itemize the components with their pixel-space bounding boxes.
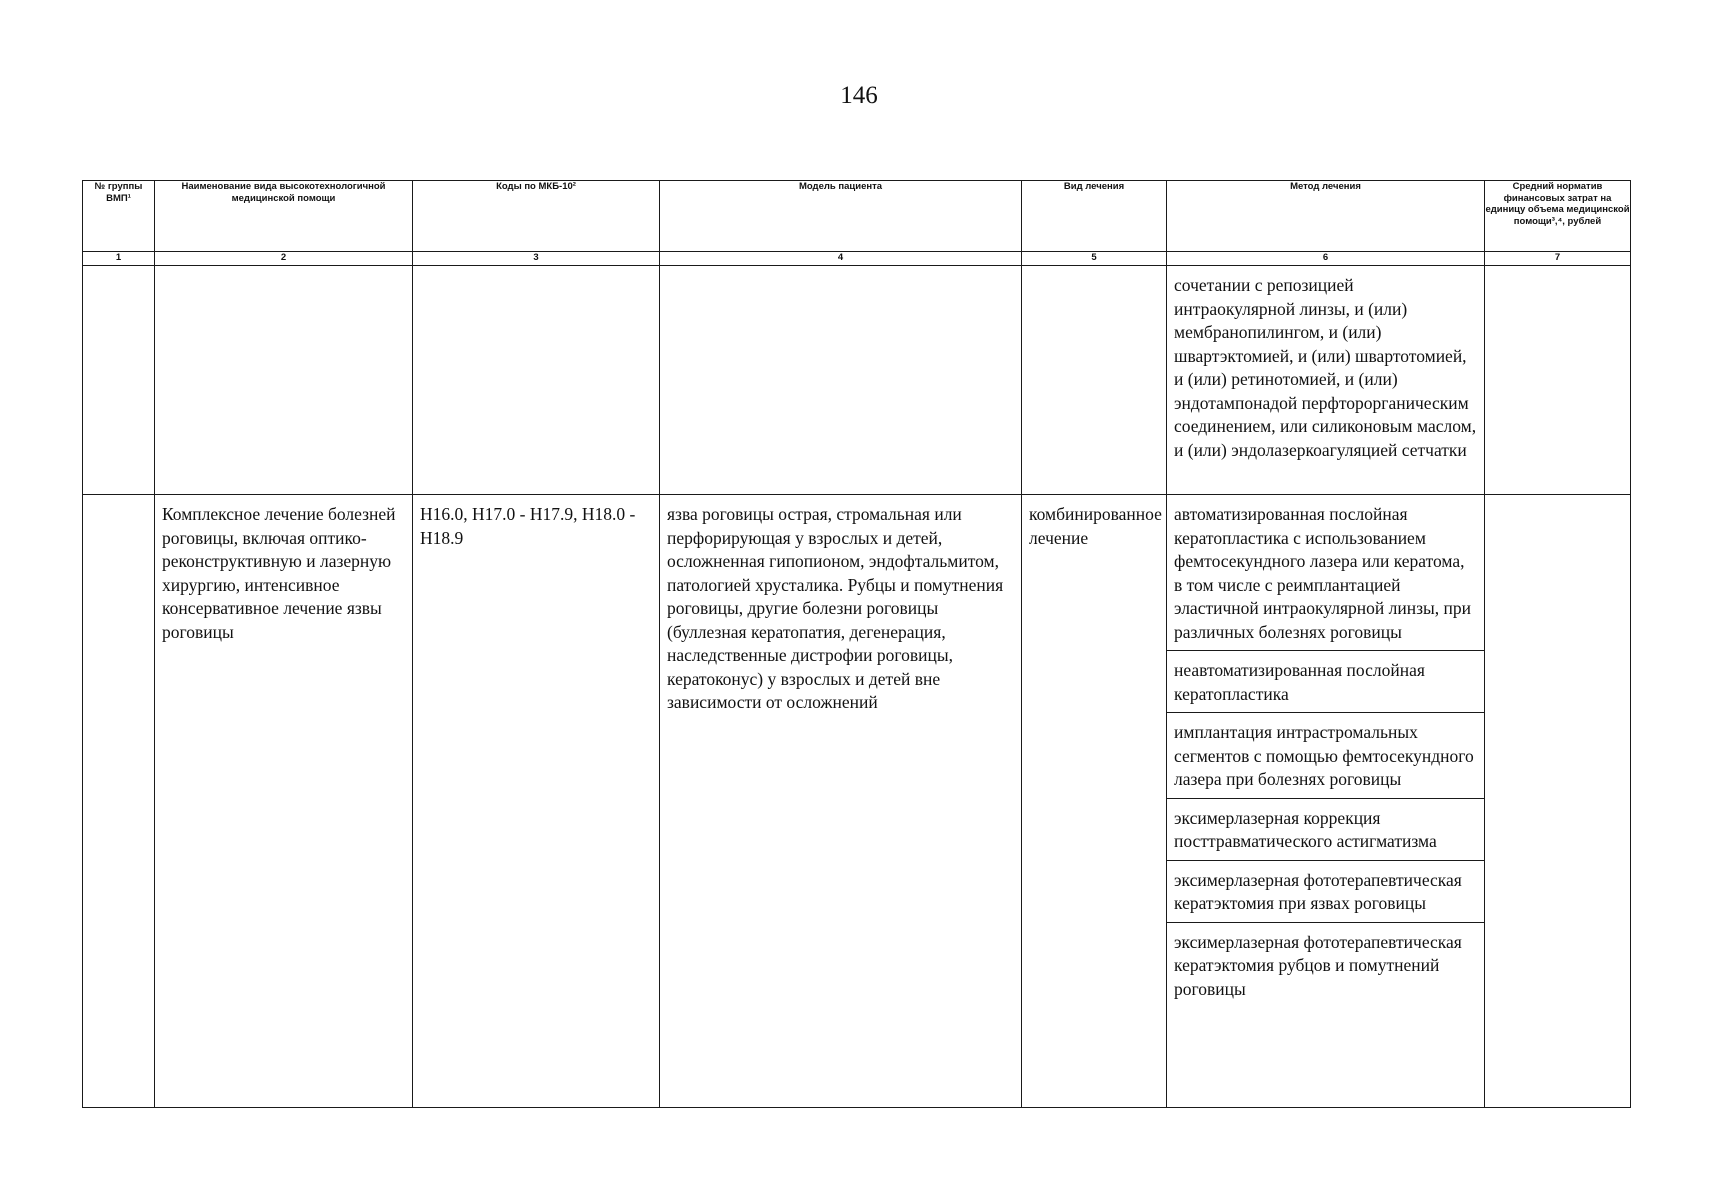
treatment-type-text: комбинированное лечение bbox=[1029, 504, 1162, 548]
group-number bbox=[83, 495, 154, 511]
method-item: неавтоматизированная послойная кератопластика bbox=[1167, 651, 1484, 713]
method-item: эксимерлазерная фототерапевтическая кератэктомия при язвах роговицы bbox=[1167, 861, 1484, 923]
header-group: № группы ВМП¹ bbox=[83, 181, 155, 252]
column-number-row bbox=[83, 252, 1631, 266]
cell-empty bbox=[660, 266, 1022, 495]
method-list bbox=[1167, 495, 1484, 1107]
icd-codes-text: H16.0, H17.0 - H17.9, H18.0 - H18.9 bbox=[420, 504, 636, 548]
method-item: имплантация интрастромальных сегментов с помощью фемтосекундного лазера при болезнях роговицы bbox=[1167, 713, 1484, 799]
header-care-type: Наименование вида высокотехнологичной медицинской помощи bbox=[155, 181, 413, 252]
care-type-cell bbox=[155, 495, 413, 1108]
header-treatment-method: Метод лечения bbox=[1167, 181, 1485, 252]
column-number: 3 bbox=[413, 252, 660, 266]
cost-value bbox=[1485, 495, 1630, 511]
column-number: 7 bbox=[1485, 252, 1631, 266]
header-patient-model: Модель пациента bbox=[660, 181, 1022, 252]
icd-codes-cell bbox=[413, 495, 660, 1108]
column-number: 1 bbox=[83, 252, 155, 266]
cell-empty bbox=[155, 266, 413, 495]
cell-empty bbox=[1485, 266, 1631, 495]
column-number: 6 bbox=[1167, 252, 1485, 266]
continued-row bbox=[83, 266, 1631, 495]
method-item: эксимерлазерная коррекция посттравматического астигматизма bbox=[1167, 799, 1484, 861]
method-item: автоматизированная послойная кератопластика с использованием фемтосекундного лазера или кератома, в том числе с реимплантацией эластичной интраокулярной линзы, при различных болезнях роговицы bbox=[1167, 495, 1484, 651]
continued-method-cell bbox=[1167, 266, 1485, 495]
cost-cell bbox=[1485, 495, 1631, 1108]
column-number: 5 bbox=[1022, 252, 1167, 266]
header-icd-codes: Коды по МКБ-10² bbox=[413, 181, 660, 252]
column-number: 4 bbox=[660, 252, 1022, 266]
group-cell bbox=[83, 495, 155, 1108]
page-number: 146 bbox=[840, 82, 878, 109]
patient-model-text: язва роговицы острая, стромальная или перфорирующая у взрослых и детей, осложненная гипопионом, эндофтальмитом, патологией хрусталика. Рубцы и помутнения роговицы, другие болезни роговицы (буллезная кератопатия, дегенерация, наследственные дистрофии роговицы, кератоконус) у взрослых и детей вне зависимости от осложнений bbox=[667, 504, 1004, 712]
cell-empty bbox=[83, 266, 155, 495]
method-item: эксимерлазерная фототерапевтическая кератэктомия рубцов и помутнений роговицы bbox=[1174, 931, 1462, 999]
care-type-text: Комплексное лечение болезней роговицы, включая оптико-реконструктивную и лазерную хирургию, интенсивное консервативное лечение язвы роговицы bbox=[162, 504, 396, 642]
column-number: 2 bbox=[155, 252, 413, 266]
cell-empty bbox=[413, 266, 660, 495]
continued-method-text: сочетании с репозицией интраокулярной линзы, и (или) мембранопилингом, и (или) швартэктомией, и (или) швартотомией, и (или) ретинотомией, и (или) эндотампонадой перфторорганическим соединением, или силиконовым маслом, и (или) эндолазеркоагуляцией сетчатки bbox=[1174, 275, 1477, 460]
patient-model-cell bbox=[660, 495, 1022, 1108]
header-cost-norm: Средний норматив финансовых затрат на единицу объема медицинской помощи³,⁴, рублей bbox=[1485, 181, 1631, 252]
header-treatment-type: Вид лечения bbox=[1022, 181, 1167, 252]
vmp-table bbox=[82, 180, 1631, 1108]
table-row bbox=[83, 495, 1631, 1108]
treatment-type-cell bbox=[1022, 495, 1167, 1108]
header-row bbox=[83, 181, 1631, 252]
cell-empty bbox=[1022, 266, 1167, 495]
treatment-methods-cell bbox=[1167, 495, 1485, 1108]
